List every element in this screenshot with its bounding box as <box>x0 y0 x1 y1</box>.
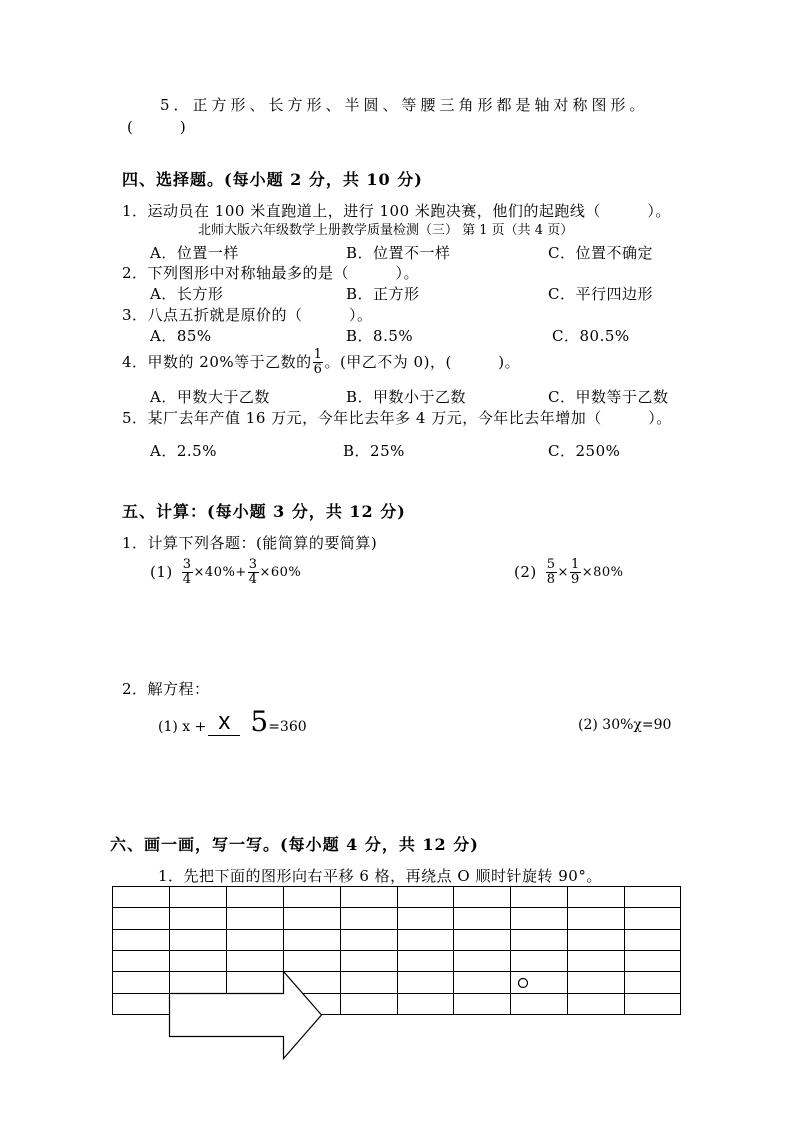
calc-1-mid: ×40%+ <box>193 565 247 581</box>
sec5-q2: 2．解方程： <box>122 680 210 698</box>
equation-2: (2) 30%χ=90 <box>578 717 672 733</box>
sec4-q3-option-b: B．8.5% <box>346 327 414 345</box>
sec4-q1-option-c: C．位置不确定 <box>548 244 653 262</box>
fraction-denominator: 4 <box>248 572 258 588</box>
fraction-numerator: 3 <box>248 557 258 572</box>
sec4-q2-option-c: C．平行四边形 <box>548 285 653 303</box>
sec4-q5-option-b: B．25% <box>343 442 405 460</box>
sec4-q3-option-a: A．85% <box>150 327 212 345</box>
arrow-shape <box>170 972 322 1059</box>
sec3-q5-answer-paren: ( ) <box>127 118 187 136</box>
sec6-q1: 1．先把下面的图形向右平移 6 格，再绕点 O 顺时针旋转 90°。 <box>158 867 602 885</box>
fraction-numerator: 1 <box>313 347 323 362</box>
calc-2-mid: × <box>557 565 569 581</box>
equation-1-five: 5 <box>250 705 269 738</box>
calc-2-label: (2) <box>514 563 537 582</box>
sec5-q1: 1．计算下列各题：(能简算的要简算) <box>122 534 378 552</box>
fraction-denominator: 9 <box>570 572 580 588</box>
sec5-title: 五、计算：(每小题 3 分，共 12 分) <box>122 502 406 521</box>
equation-1-label: (1) x + <box>158 719 207 735</box>
rotation-point-o <box>519 979 528 988</box>
sec4-q4-post: 。(甲乙不为 0)，( )。 <box>324 353 521 372</box>
page-footer: 北师大版六年级数学上册教学质量检测（三） 第 1 页（共 4 页） <box>198 223 574 238</box>
sec4-q4-pre: 4．甲数的 20%等于乙数的 <box>122 353 312 372</box>
sec4-q4-option-c: C．甲数等于乙数 <box>548 388 669 406</box>
calc-2-end: ×80% <box>581 565 624 581</box>
fraction-numerator: 3 <box>182 557 192 572</box>
sec4-q4-option-a: A．甲数大于乙数 <box>150 388 270 406</box>
sec4-q2-option-b: B．正方形 <box>346 285 420 303</box>
equation-1-x: x <box>208 709 240 736</box>
sec4-q1-option-b: B．位置不一样 <box>346 244 451 262</box>
calc-1-label: (1) <box>150 563 173 582</box>
calc-1-end: ×60% <box>259 565 302 581</box>
sec4-q4-option-b: B．甲数小于乙数 <box>346 388 467 406</box>
sec3-q5-text: 5．正方形、长方形、半圆、等腰三角形都是轴对称图形。 <box>160 96 649 114</box>
sec4-q2: 2．下列图形中对称轴最多的是（ ）。 <box>122 264 420 282</box>
fraction-numerator: 1 <box>570 557 580 572</box>
sec4-q3-option-c: C．80.5% <box>552 327 630 345</box>
sec4-q2-option-a: A．长方形 <box>150 285 224 303</box>
sec6-title: 六、画一画，写一写。(每小题 4 分，共 12 分) <box>110 835 479 854</box>
fraction-denominator: 8 <box>546 572 556 588</box>
sec4-q1: 1．运动员在 100 米直跑道上，进行 100 米跑决赛，他们的起跑线（ ）。 <box>122 202 671 220</box>
fraction-denominator: 6 <box>313 362 323 378</box>
sec4-title: 四、选择题。(每小题 2 分，共 10 分) <box>122 170 423 189</box>
fraction-denominator: 4 <box>182 572 192 588</box>
equation-1-end: =360 <box>268 719 307 735</box>
sec4-q5-option-c: C．250% <box>548 442 621 460</box>
sec4-q3: 3．八点五折就是原价的（ ）。 <box>122 306 373 324</box>
sec4-q1-option-a: A．位置一样 <box>150 244 239 262</box>
sec4-q5: 5．某厂去年产值 16 万元，今年比去年多 4 万元，今年比去年增加（ ）。 <box>122 409 672 427</box>
fraction-numerator: 5 <box>546 557 556 572</box>
sec4-q5-option-a: A．2.5% <box>150 442 217 460</box>
